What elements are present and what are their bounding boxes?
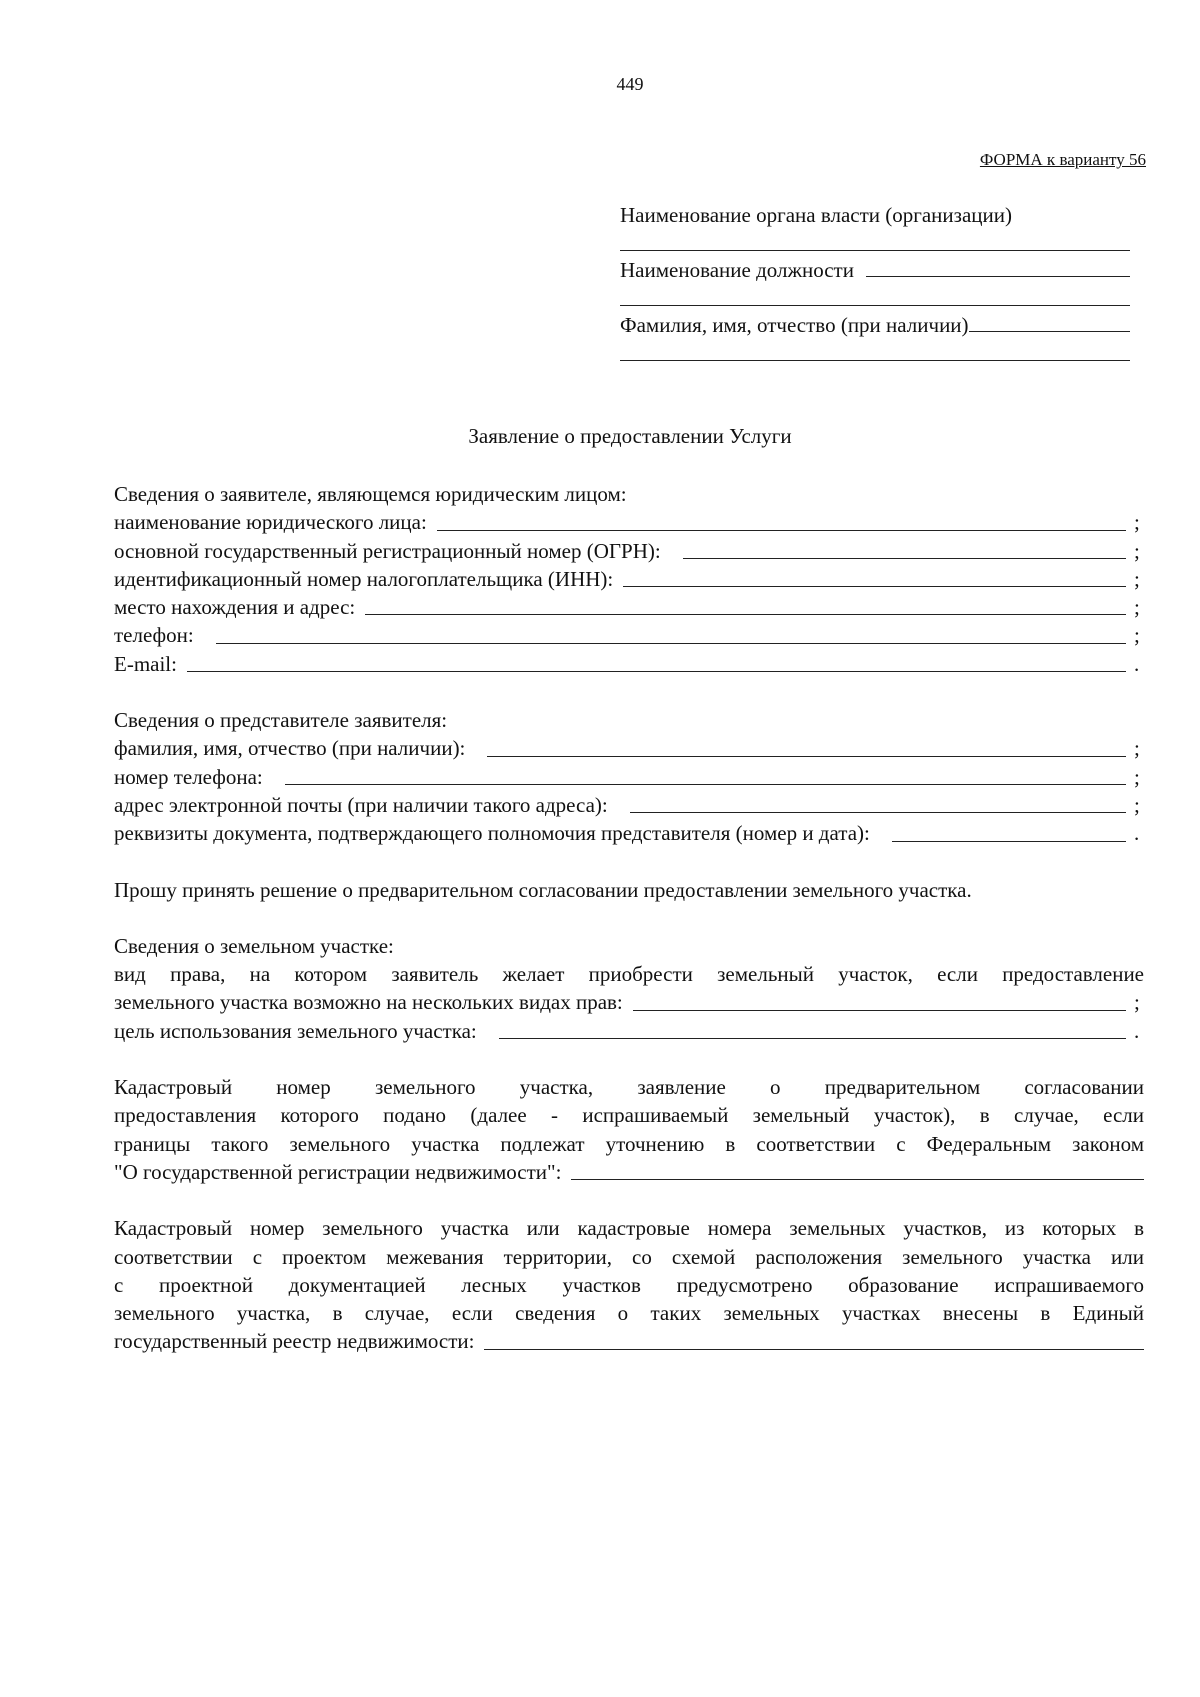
org-name-input[interactable] — [437, 530, 1126, 531]
field-label: государственный реестр недвижимости: — [114, 1329, 475, 1354]
field-right-type — [114, 988, 1144, 1016]
field-ogrn — [114, 537, 1144, 565]
field-label: наименование юридического лица: — [114, 510, 427, 535]
cadastral2-input[interactable] — [484, 1349, 1144, 1350]
addressee-block — [620, 200, 1130, 361]
cadastral-section-1 — [114, 1073, 1144, 1186]
rep-email-input[interactable] — [630, 812, 1126, 813]
name-extra-line[interactable] — [620, 360, 1130, 361]
cadastral2-line3: с проектной документацией лесных участков предусмотрено образование испрашиваемого — [114, 1272, 1144, 1297]
page-number: 449 — [616, 74, 644, 94]
land-section — [114, 932, 1144, 1045]
authority-label: Наименование органа власти (организации) — [620, 203, 1012, 227]
name-fill-line[interactable] — [969, 331, 1130, 332]
field-label: E-mail: — [114, 651, 177, 676]
field-label: место нахождения и адрес: — [114, 595, 356, 620]
land-heading: Сведения о земельном участке: — [114, 933, 394, 958]
field-end: ; — [1134, 764, 1140, 789]
field-phone — [114, 621, 1144, 649]
field-label: телефон: — [114, 623, 194, 648]
cadastral1-line3: границы такого земельного участка подлежат уточнению в соответствии с Федеральным законом — [114, 1131, 1144, 1156]
field-end: ; — [1134, 510, 1140, 535]
field-address — [114, 593, 1144, 621]
field-rep-phone — [114, 763, 1144, 791]
rep-document-input[interactable] — [892, 841, 1126, 842]
field-end: . — [1134, 651, 1140, 676]
cadastral1-line1: Кадастровый номер земельного участка, заявление о предварительном согласовании — [114, 1075, 1144, 1100]
land-right-type-line1: вид права, на котором заявитель желает приобрести земельный участок, если предоставление — [114, 962, 1144, 987]
phone-input[interactable] — [216, 643, 1126, 644]
field-rep-name — [114, 734, 1144, 762]
authority-fill-line[interactable] — [620, 250, 1130, 251]
field-end: ; — [1134, 623, 1140, 648]
field-org-name — [114, 508, 1144, 536]
field-label: идентификационный номер налогоплательщика (ИНН): — [114, 566, 614, 591]
field-inn — [114, 565, 1144, 593]
field-rep-document — [114, 819, 1144, 847]
field-end: . — [1134, 1018, 1140, 1043]
cadastral2-line5 — [114, 1327, 1144, 1355]
field-end: ; — [1134, 736, 1140, 761]
request-section — [114, 876, 1144, 904]
cadastral-section-2 — [114, 1214, 1144, 1355]
position-row — [620, 255, 1130, 283]
cadastral1-line2: предоставления которого подано (далее - испрашиваемый земельный участок), в случае, если — [114, 1103, 1144, 1128]
field-label: земельного участка возможно на нескольких видах прав: — [114, 990, 623, 1015]
field-end: ; — [1134, 538, 1140, 563]
cadastral2-line1: Кадастровый номер земельного участка или кадастровые номера земельных участков, из которых в — [114, 1216, 1144, 1241]
representative-heading: Сведения о представителе заявителя: — [114, 708, 448, 733]
cadastral1-line4 — [114, 1158, 1144, 1186]
field-end: ; — [1134, 792, 1140, 817]
field-rep-email — [114, 791, 1144, 819]
field-label: реквизиты документа, подтверждающего полномочия представителя (номер и дата): — [114, 821, 870, 846]
field-purpose — [114, 1017, 1144, 1045]
authority-row — [620, 200, 1130, 228]
field-end: ; — [1134, 566, 1140, 591]
name-label: Фамилия, имя, отчество (при наличии) — [620, 313, 969, 337]
field-end: ; — [1134, 595, 1140, 620]
document-title: Заявление о предоставлении Услуги — [468, 424, 792, 448]
field-label: цель использования земельного участка: — [114, 1018, 477, 1043]
field-label: номер телефона: — [114, 764, 263, 789]
field-label: фамилия, имя, отчество (при наличии): — [114, 736, 466, 761]
representative-section — [114, 706, 1144, 847]
position-fill-line[interactable] — [866, 276, 1130, 277]
rep-name-input[interactable] — [487, 756, 1126, 757]
field-label: адрес электронной почты (при наличии такого адреса): — [114, 792, 608, 817]
field-end: ; — [1134, 990, 1140, 1015]
rep-phone-input[interactable] — [285, 784, 1126, 785]
applicant-heading: Сведения о заявителе, являющемся юридическим лицом: — [114, 482, 627, 506]
field-email — [114, 650, 1144, 678]
field-label: основной государственный регистрационный номер (ОГРН): — [114, 538, 661, 563]
right-type-input[interactable] — [633, 1010, 1126, 1011]
field-label: "О государственной регистрации недвижимости": — [114, 1159, 562, 1184]
ogrn-input[interactable] — [683, 558, 1126, 559]
position-label: Наименование должности — [620, 258, 854, 282]
inn-input[interactable] — [623, 586, 1126, 587]
cadastral2-line4: земельного участка, в случае, если сведения о таких земельных участках внесены в Единый — [114, 1301, 1144, 1326]
field-end: . — [1134, 821, 1140, 846]
cadastral1-input[interactable] — [571, 1179, 1144, 1180]
applicant-section — [114, 480, 1144, 678]
form-body — [114, 480, 1144, 1356]
name-row — [620, 310, 1130, 338]
request-text: Прошу принять решение о предварительном согласовании предоставлении земельного участка. — [114, 877, 972, 902]
email-input[interactable] — [187, 671, 1126, 672]
purpose-input[interactable] — [499, 1038, 1126, 1039]
cadastral2-line2: соответствии с проектом межевания территории, со схемой расположения земельного участка или — [114, 1244, 1144, 1269]
address-input[interactable] — [365, 614, 1126, 615]
position-extra-line[interactable] — [620, 305, 1130, 306]
form-reference: ФОРМА к варианту 56 — [979, 150, 1146, 169]
